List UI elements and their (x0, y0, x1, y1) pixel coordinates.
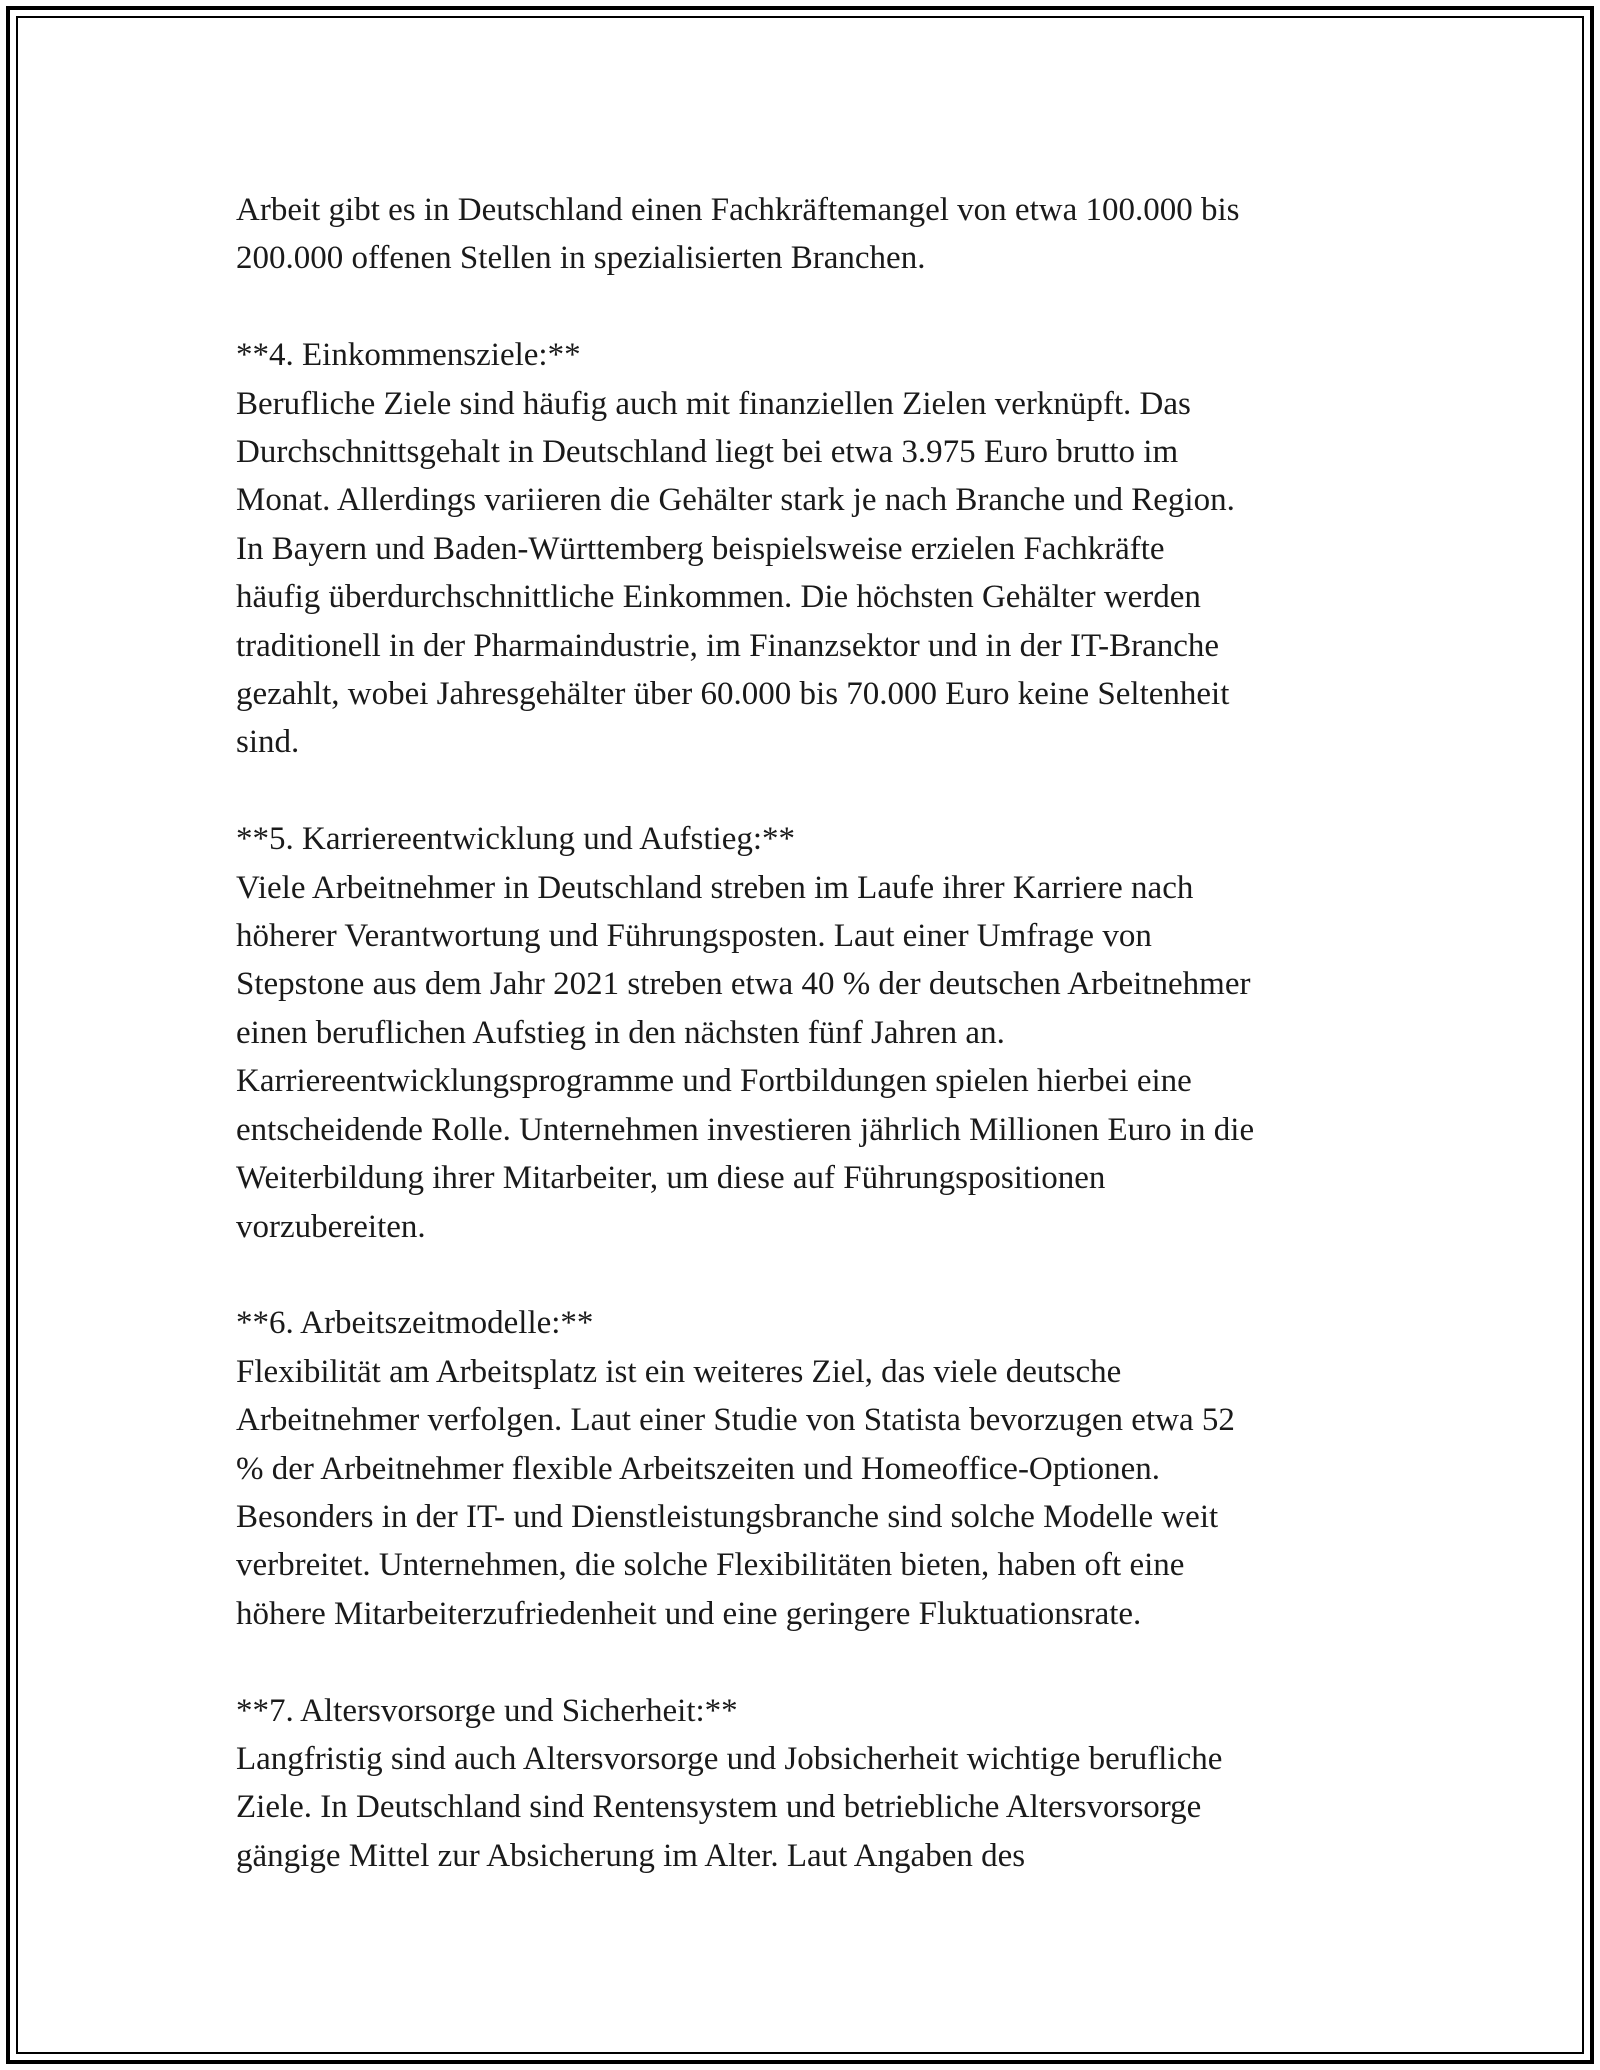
section-working-time-models (236, 1299, 1386, 1638)
text-line: gängige Mittel zur Absicherung im Alter. Laut Angaben des (236, 1837, 1026, 1874)
text-line: Durchschnittsgehalt in Deutschland liegt bei etwa 3.975 Euro brutto im (236, 434, 1179, 471)
text-line: 200.000 offenen Stellen in spezialisierten Branchen. (236, 240, 926, 277)
section-income-goals (236, 331, 1386, 767)
section-heading: **5. Karriereentwicklung und Aufstieg:** (236, 821, 796, 858)
text-line: Langfristig sind auch Altersvorsorge und Jobsicherheit wichtige berufliche (236, 1740, 1223, 1777)
section-heading: **6. Arbeitszeitmodelle:** (236, 1305, 594, 1342)
text-line: verbreitet. Unternehmen, die solche Flexibilitäten bieten, haben oft eine (236, 1547, 1185, 1584)
text-line: höherer Verantwortung und Führungsposten. Laut einer Umfrage von (236, 918, 1152, 955)
text-line: In Bayern und Baden-Württemberg beispielsweise erzielen Fachkräfte (236, 530, 1165, 567)
text-line: häufig überdurchschnittliche Einkommen. Die höchsten Gehälter werden (236, 579, 1201, 616)
text-line: % der Arbeitnehmer flexible Arbeitszeiten und Homeoffice-Optionen. (236, 1450, 1160, 1487)
text-line: Besonders in der IT- und Dienstleistungsbranche sind solche Modelle weit (236, 1498, 1219, 1535)
text-line: Weiterbildung ihrer Mitarbeiter, um diese auf Führungspositionen (236, 1160, 1106, 1197)
text-line: sind. (236, 724, 300, 761)
document-body (236, 186, 1386, 1880)
intro-paragraph (236, 186, 1386, 283)
text-line: Ziele. In Deutschland sind Rentensystem und betriebliche Altersvorsorge (236, 1789, 1202, 1826)
section-retirement-security (236, 1687, 1386, 1881)
section-heading: **4. Einkommensziele:** (236, 337, 581, 374)
text-line: gezahlt, wobei Jahresgehälter über 60.000 bis 70.000 Euro keine Seltenheit (236, 676, 1230, 713)
text-line: Berufliche Ziele sind häufig auch mit finanziellen Zielen verknüpft. Das (236, 385, 1191, 422)
text-line: Flexibilität am Arbeitsplatz ist ein weiteres Ziel, das viele deutsche (236, 1353, 1122, 1390)
section-heading: **7. Altersvorsorge und Sicherheit:** (236, 1692, 738, 1729)
text-line: traditionell in der Pharmaindustrie, im Finanzsektor und in der IT-Branche (236, 627, 1220, 664)
text-line: Monat. Allerdings variieren die Gehälter stark je nach Branche und Region. (236, 482, 1235, 519)
text-line: Arbeitnehmer verfolgen. Laut einer Studie von Statista bevorzugen etwa 52 (236, 1402, 1235, 1439)
text-line: Karriereentwicklungsprogramme und Fortbildungen spielen hierbei eine (236, 1063, 1192, 1100)
text-line: Arbeit gibt es in Deutschland einen Fachkräftemangel von etwa 100.000 bis (236, 192, 1240, 228)
text-line: Stepstone aus dem Jahr 2021 streben etwa 40 % der deutschen Arbeitnehmer (236, 966, 1251, 1003)
text-line: einen beruflichen Aufstieg in den nächsten fünf Jahren an. (236, 1014, 1005, 1051)
text-line: höhere Mitarbeiterzufriedenheit und eine geringere Fluktuationsrate. (236, 1595, 1142, 1632)
text-line: vorzubereiten. (236, 1208, 426, 1245)
text-line: entscheidende Rolle. Unternehmen investieren jährlich Millionen Euro in die (236, 1111, 1255, 1148)
section-career-development (236, 815, 1386, 1251)
text-line: Viele Arbeitnehmer in Deutschland streben im Laufe ihrer Karriere nach (236, 869, 1194, 906)
